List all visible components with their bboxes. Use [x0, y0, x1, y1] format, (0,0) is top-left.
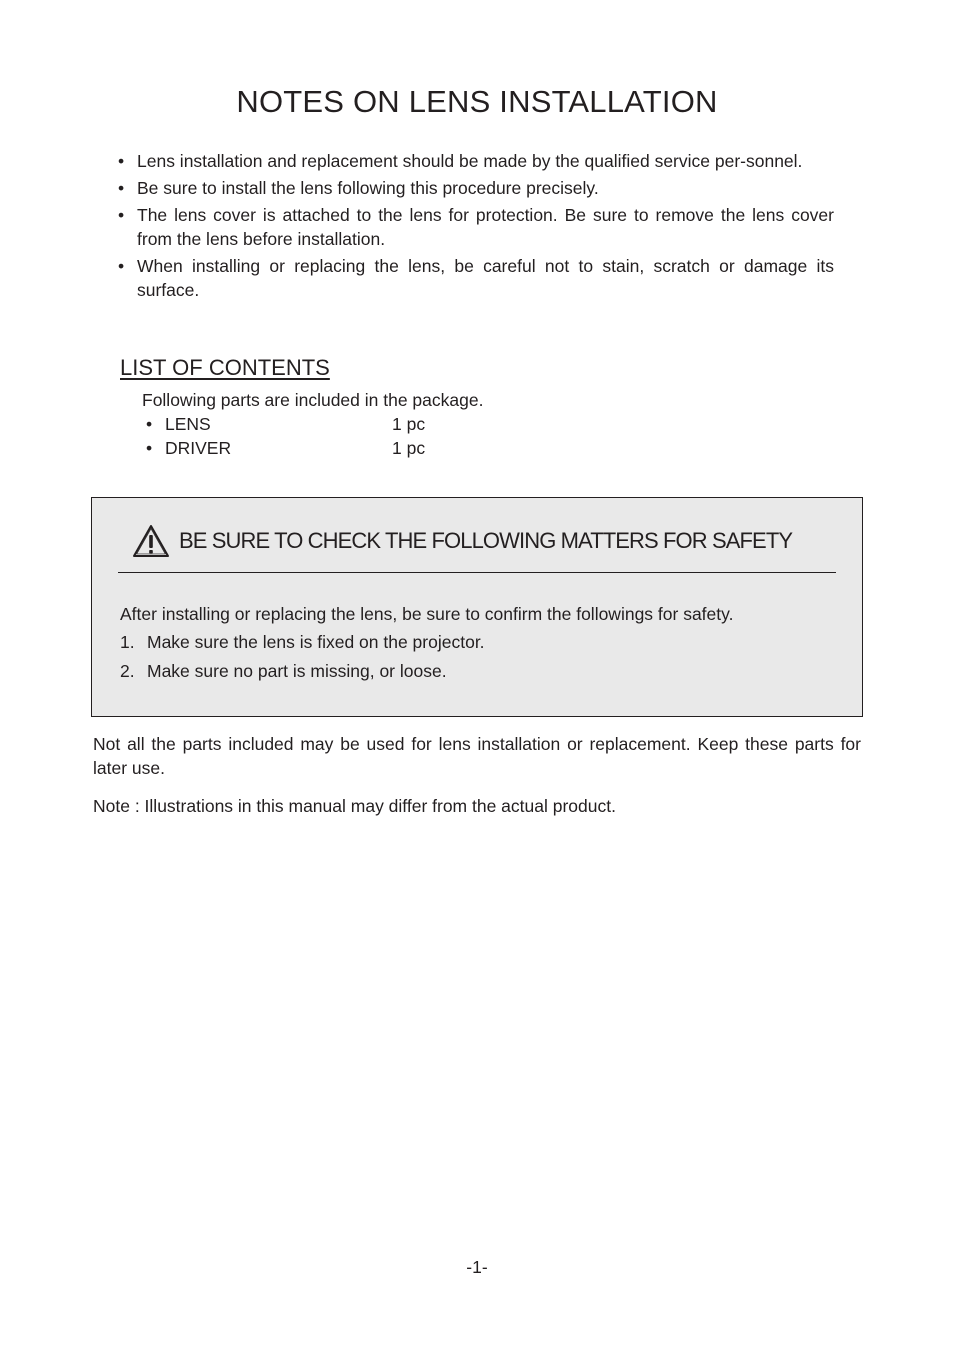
- page-number: -1-: [466, 1257, 488, 1277]
- list-item: [120, 659, 485, 688]
- step-text: Make sure the lens is fixed on the projector.: [147, 632, 485, 652]
- page-title: NOTES ON LENS INSTALLATION: [236, 84, 718, 119]
- note-text: Be sure to install the lens following this procedure precisely.: [137, 178, 599, 198]
- bullet: •: [146, 438, 153, 458]
- safety-intro: After installing or replacing the lens, be sure to confirm the followings for safety.: [120, 604, 734, 624]
- step-number: 2.: [120, 661, 135, 681]
- note-text: Lens installation and replacement should be made by the qualified service per-sonnel.: [137, 151, 803, 171]
- safety-steps-list: [120, 630, 485, 688]
- part-name: LENS: [165, 414, 211, 434]
- safety-notice-box: [91, 497, 863, 717]
- bullet: •: [118, 256, 125, 276]
- bullet: •: [118, 205, 125, 225]
- part-quantity: 1 pc: [392, 414, 426, 434]
- contents-intro: Following parts are included in the package.: [142, 390, 484, 410]
- part-row: [146, 412, 466, 436]
- part-quantity: 1 pc: [392, 438, 426, 458]
- note-text: When installing or replacing the lens, be careful not to stain, scratch or damage its surface.: [137, 256, 834, 300]
- part-name: DRIVER: [165, 438, 232, 458]
- bullet: •: [146, 414, 153, 434]
- installation-notes-list: [118, 149, 834, 305]
- parts-list: [146, 412, 466, 460]
- part-row: [146, 436, 466, 460]
- safety-title: BE SURE TO CHECK THE FOLLOWING MATTERS FOR SAFETY: [179, 528, 793, 553]
- note-text: The lens cover is attached to the lens for protection. Be sure to remove the lens cover from the lens before installation.: [137, 205, 834, 249]
- contents-heading: LIST OF CONTENTS: [120, 355, 330, 380]
- bullet: •: [118, 178, 125, 198]
- safety-divider: [118, 572, 836, 573]
- parts-usage-note: Not all the parts included may be used for lens installation or replacement. Keep these parts for later use.: [93, 734, 861, 778]
- list-item: [118, 203, 834, 251]
- step-text: Make sure no part is missing, or loose.: [147, 661, 447, 681]
- list-item: [120, 630, 485, 659]
- list-item: [118, 254, 834, 302]
- list-item: [118, 176, 834, 200]
- step-number: 1.: [120, 632, 135, 652]
- warning-triangle-icon: [132, 524, 170, 558]
- safety-header: [132, 524, 792, 558]
- bullet: •: [118, 151, 125, 171]
- illustration-note: Note : Illustrations in this manual may differ from the actual product.: [93, 796, 616, 816]
- list-item: [118, 149, 834, 173]
